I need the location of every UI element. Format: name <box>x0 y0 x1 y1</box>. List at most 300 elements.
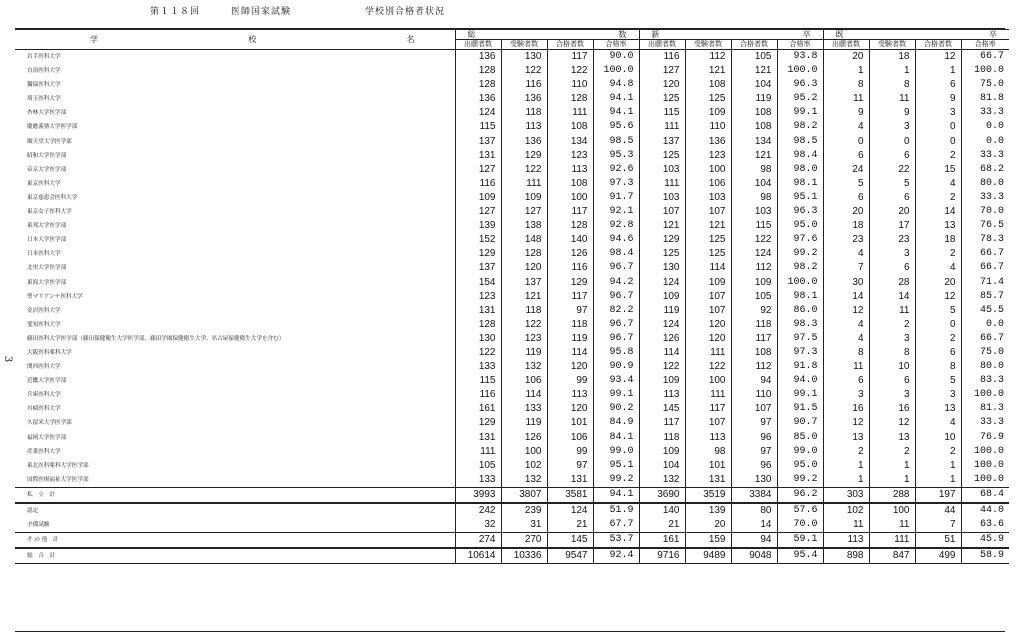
count-cell: 4 <box>915 261 961 275</box>
count-cell: 4 <box>915 177 961 191</box>
pass-rate-cell: 98.2 <box>777 120 823 134</box>
count-cell: 108 <box>731 120 777 134</box>
count-cell: 102 <box>501 459 547 473</box>
table-row <box>15 533 1009 549</box>
column-header: 出願者数 <box>455 40 501 50</box>
count-cell: 17 <box>869 219 915 233</box>
count-cell: 117 <box>547 50 593 65</box>
count-cell: 80 <box>731 503 777 518</box>
count-cell: 107 <box>639 205 685 219</box>
count-cell: 100 <box>685 163 731 177</box>
pass-rate-cell: 97.6 <box>777 233 823 247</box>
count-cell: 128 <box>547 92 593 106</box>
count-cell: 120 <box>547 360 593 374</box>
count-cell: 117 <box>639 416 685 430</box>
count-cell: 115 <box>455 120 501 134</box>
pass-rate-cell: 100.0 <box>593 64 639 78</box>
count-cell: 145 <box>639 402 685 416</box>
count-cell: 2 <box>869 318 915 332</box>
count-cell: 140 <box>639 503 685 518</box>
pass-rate-cell: 66.7 <box>961 261 1009 275</box>
count-cell: 97 <box>731 445 777 459</box>
count-cell: 2 <box>915 247 961 261</box>
pass-rate-cell: 97.3 <box>593 177 639 191</box>
count-cell: 113 <box>547 163 593 177</box>
count-cell: 117 <box>547 290 593 304</box>
pass-rate-cell: 94.1 <box>593 106 639 120</box>
table-row <box>15 191 1009 205</box>
count-cell: 137 <box>455 135 501 149</box>
count-cell: 113 <box>685 431 731 445</box>
pass-rate-cell: 100.0 <box>961 459 1009 473</box>
count-cell: 122 <box>501 64 547 78</box>
count-cell: 109 <box>685 106 731 120</box>
count-cell: 125 <box>639 149 685 163</box>
pass-rate-cell: 98.2 <box>777 261 823 275</box>
pass-rate-cell: 96.7 <box>593 332 639 346</box>
pass-rate-cell: 90.9 <box>593 360 639 374</box>
school-name: 昭和大学医学部 <box>27 152 67 159</box>
count-cell: 118 <box>501 304 547 318</box>
count-cell: 132 <box>639 473 685 488</box>
school-name: 自治医科大学 <box>27 68 61 75</box>
count-cell: 128 <box>455 318 501 332</box>
pass-rate-cell: 98.4 <box>777 149 823 163</box>
count-cell: 124 <box>639 276 685 290</box>
count-cell: 134 <box>547 135 593 149</box>
count-cell: 44 <box>915 503 961 518</box>
pass-rate-cell: 99.0 <box>777 445 823 459</box>
school-name: 獨協医科大学 <box>27 82 61 89</box>
count-cell: 123 <box>501 332 547 346</box>
table-row <box>15 360 1009 374</box>
column-header: 出願者数 <box>823 40 869 50</box>
school-column-header: 学 校 名 <box>15 30 455 50</box>
count-cell: 125 <box>685 92 731 106</box>
count-cell: 1 <box>823 473 869 488</box>
count-cell: 106 <box>547 431 593 445</box>
count-cell: 11 <box>823 518 869 533</box>
count-cell: 97 <box>547 459 593 473</box>
pass-rate-cell: 93.8 <box>777 50 823 65</box>
pass-rate-cell: 80.0 <box>961 360 1009 374</box>
count-cell: 111 <box>501 177 547 191</box>
pass-rate-cell: 96.7 <box>593 290 639 304</box>
count-cell: 107 <box>685 290 731 304</box>
pass-rate-cell: 80.0 <box>961 177 1009 191</box>
count-cell: 11 <box>823 360 869 374</box>
table-row <box>15 135 1009 149</box>
count-cell: 101 <box>547 416 593 430</box>
column-header: 合格者数 <box>547 40 593 50</box>
count-cell: 120 <box>501 261 547 275</box>
count-cell: 112 <box>731 261 777 275</box>
count-cell: 100 <box>501 445 547 459</box>
count-cell: 127 <box>501 205 547 219</box>
count-cell: 239 <box>501 503 547 518</box>
count-cell: 24 <box>823 163 869 177</box>
count-cell: 3 <box>869 388 915 402</box>
pass-rate-cell: 85.7 <box>961 290 1009 304</box>
count-cell: 0 <box>915 135 961 149</box>
count-cell: 161 <box>455 402 501 416</box>
pass-rate-cell: 96.2 <box>777 487 823 503</box>
count-cell: 103 <box>685 191 731 205</box>
table-row <box>15 445 1009 459</box>
count-cell: 114 <box>639 346 685 360</box>
pass-rate-cell: 83.3 <box>961 374 1009 388</box>
count-cell: 9 <box>869 106 915 120</box>
pass-rate-cell: 95.6 <box>593 120 639 134</box>
table-row <box>15 374 1009 388</box>
count-cell: 6 <box>869 149 915 163</box>
count-cell: 3519 <box>685 487 731 503</box>
count-cell: 4 <box>823 318 869 332</box>
school-name: そ の 他 計 <box>15 533 455 549</box>
count-cell: 4 <box>823 247 869 261</box>
count-cell: 121 <box>731 149 777 163</box>
count-cell: 109 <box>455 191 501 205</box>
count-cell: 104 <box>639 459 685 473</box>
pass-rate-cell: 95.0 <box>777 459 823 473</box>
count-cell: 2 <box>915 191 961 205</box>
pass-rate-cell: 100.0 <box>961 473 1009 488</box>
pass-rate-cell: 98.5 <box>777 135 823 149</box>
count-cell: 20 <box>823 50 869 65</box>
count-cell: 6 <box>823 191 869 205</box>
count-cell: 99 <box>547 445 593 459</box>
count-cell: 108 <box>547 177 593 191</box>
count-cell: 137 <box>639 135 685 149</box>
count-cell: 126 <box>547 247 593 261</box>
count-cell: 116 <box>547 261 593 275</box>
pass-rate-cell: 70.0 <box>961 205 1009 219</box>
count-cell: 99 <box>547 374 593 388</box>
pass-rate-cell: 97.5 <box>777 332 823 346</box>
count-cell: 131 <box>455 304 501 318</box>
column-header: 合格率 <box>961 40 1009 50</box>
count-cell: 10 <box>915 431 961 445</box>
pass-rate-cell: 99.1 <box>777 388 823 402</box>
count-cell: 118 <box>501 106 547 120</box>
count-cell: 98 <box>731 191 777 205</box>
count-cell: 129 <box>455 416 501 430</box>
pass-rate-cell: 100.0 <box>961 64 1009 78</box>
count-cell: 116 <box>455 388 501 402</box>
count-cell: 136 <box>501 135 547 149</box>
pass-rate-cell: 98.0 <box>777 163 823 177</box>
count-cell: 3 <box>869 332 915 346</box>
count-cell: 110 <box>731 388 777 402</box>
table-row <box>15 120 1009 134</box>
school-name: 私 立 計 <box>15 487 455 503</box>
table-row <box>15 50 1009 65</box>
count-cell: 3 <box>823 388 869 402</box>
count-cell: 125 <box>639 247 685 261</box>
count-cell: 121 <box>685 64 731 78</box>
pass-rate-cell: 90.2 <box>593 402 639 416</box>
count-cell: 96 <box>731 459 777 473</box>
count-cell: 117 <box>685 402 731 416</box>
count-cell: 105 <box>455 459 501 473</box>
pass-rate-cell: 96.7 <box>593 318 639 332</box>
count-cell: 122 <box>639 360 685 374</box>
count-cell: 104 <box>731 78 777 92</box>
pass-rate-cell: 92.1 <box>593 205 639 219</box>
count-cell: 11 <box>869 92 915 106</box>
school-name: 日本大学医学部 <box>27 237 67 244</box>
count-cell: 101 <box>685 459 731 473</box>
table-row <box>15 106 1009 120</box>
count-cell: 122 <box>685 360 731 374</box>
school-name: 藤田医科大学医学部（藤田保健衛生大学医学部、藤田学園保健衛生大学、名古屋保健衛生大学を含む） <box>27 335 285 342</box>
count-cell: 115 <box>731 219 777 233</box>
count-cell: 11 <box>823 92 869 106</box>
count-cell: 107 <box>685 416 731 430</box>
count-cell: 111 <box>639 120 685 134</box>
pass-rate-cell: 59.1 <box>777 533 823 549</box>
count-cell: 111 <box>547 106 593 120</box>
column-header: 出願者数 <box>639 40 685 50</box>
count-cell: 3 <box>915 106 961 120</box>
count-cell: 23 <box>869 233 915 247</box>
pass-rate-cell: 100.0 <box>777 276 823 290</box>
count-cell: 103 <box>639 191 685 205</box>
count-cell: 105 <box>731 50 777 65</box>
count-cell: 30 <box>823 276 869 290</box>
count-cell: 133 <box>501 402 547 416</box>
count-cell: 1 <box>869 64 915 78</box>
count-cell: 6 <box>915 78 961 92</box>
count-cell: 119 <box>731 92 777 106</box>
count-cell: 10614 <box>455 548 501 564</box>
pass-rate-cell: 57.6 <box>777 503 823 518</box>
count-cell: 106 <box>685 177 731 191</box>
group-header-old: 既 卒 <box>823 30 1009 40</box>
count-cell: 107 <box>685 205 731 219</box>
count-cell: 112 <box>731 360 777 374</box>
count-cell: 110 <box>547 78 593 92</box>
count-cell: 109 <box>639 290 685 304</box>
pass-rate-cell: 44.0 <box>961 503 1009 518</box>
count-cell: 120 <box>547 402 593 416</box>
count-cell: 107 <box>685 304 731 318</box>
count-cell: 13 <box>869 431 915 445</box>
count-cell: 31 <box>501 518 547 533</box>
count-cell: 3384 <box>731 487 777 503</box>
count-cell: 18 <box>915 233 961 247</box>
count-cell: 120 <box>639 78 685 92</box>
table-row <box>15 92 1009 106</box>
count-cell: 109 <box>731 276 777 290</box>
table-row <box>15 388 1009 402</box>
table-row <box>15 64 1009 78</box>
count-cell: 111 <box>685 388 731 402</box>
column-header: 合格率 <box>777 40 823 50</box>
count-cell: 9 <box>823 106 869 120</box>
pass-rate-cell: 53.7 <box>593 533 639 549</box>
school-name: 久留米大学医学部 <box>27 420 72 427</box>
table-row <box>15 177 1009 191</box>
count-cell: 111 <box>869 533 915 549</box>
school-name: 順天堂大学医学部 <box>27 138 72 145</box>
count-cell: 20 <box>869 205 915 219</box>
school-name: 日本医科大学 <box>27 251 61 258</box>
count-cell: 12 <box>823 416 869 430</box>
count-cell: 122 <box>547 64 593 78</box>
count-cell: 6 <box>823 149 869 163</box>
count-cell: 133 <box>455 473 501 488</box>
count-cell: 98 <box>731 163 777 177</box>
count-cell: 1 <box>915 64 961 78</box>
school-name: 東海大学医学部 <box>27 279 67 286</box>
count-cell: 10 <box>869 360 915 374</box>
count-cell: 22 <box>869 163 915 177</box>
count-cell: 0 <box>915 120 961 134</box>
count-cell: 124 <box>731 247 777 261</box>
count-cell: 140 <box>547 233 593 247</box>
count-cell: 116 <box>501 78 547 92</box>
count-cell: 131 <box>455 149 501 163</box>
count-cell: 111 <box>685 346 731 360</box>
column-header: 合格者数 <box>731 40 777 50</box>
school-name: 認定 <box>27 508 39 514</box>
pass-rate-cell: 99.0 <box>593 445 639 459</box>
count-cell: 8 <box>823 78 869 92</box>
count-cell: 9489 <box>685 548 731 564</box>
count-cell: 4 <box>823 332 869 346</box>
count-cell: 6 <box>823 374 869 388</box>
pass-rate-cell: 94.2 <box>593 276 639 290</box>
school-name: 東京慈恵会医科大学 <box>27 194 78 201</box>
school-name: 総 合 計 <box>15 548 455 564</box>
school-name: 関西医科大学 <box>27 364 61 371</box>
table-row <box>15 503 1009 518</box>
count-cell: 120 <box>685 318 731 332</box>
school-name: 埼玉医科大学 <box>27 96 61 103</box>
count-cell: 137 <box>455 261 501 275</box>
count-cell: 136 <box>501 92 547 106</box>
column-header: 受験者数 <box>501 40 547 50</box>
count-cell: 114 <box>501 388 547 402</box>
count-cell: 0 <box>823 135 869 149</box>
count-cell: 109 <box>501 191 547 205</box>
pass-rate-cell: 98.1 <box>777 177 823 191</box>
count-cell: 116 <box>639 50 685 65</box>
count-cell: 127 <box>639 64 685 78</box>
count-cell: 111 <box>639 177 685 191</box>
pass-rate-cell: 98.5 <box>593 135 639 149</box>
count-cell: 12 <box>823 304 869 318</box>
bottom-rule <box>15 631 1005 632</box>
count-cell: 118 <box>639 431 685 445</box>
pass-rate-cell: 95.3 <box>593 149 639 163</box>
count-cell: 100 <box>869 503 915 518</box>
count-cell: 116 <box>455 177 501 191</box>
count-cell: 3690 <box>639 487 685 503</box>
pass-rate-cell: 94.0 <box>777 374 823 388</box>
pass-rate-cell: 94.8 <box>593 78 639 92</box>
count-cell: 136 <box>455 50 501 65</box>
count-cell: 102 <box>823 503 869 518</box>
count-cell: 10336 <box>501 548 547 564</box>
pass-rate-cell: 68.4 <box>961 487 1009 503</box>
pass-rate-cell: 51.9 <box>593 503 639 518</box>
school-name: 愛知医科大学 <box>27 321 61 328</box>
count-cell: 3 <box>869 120 915 134</box>
count-cell: 127 <box>455 205 501 219</box>
count-cell: 32 <box>455 518 501 533</box>
count-cell: 139 <box>455 219 501 233</box>
count-cell: 9048 <box>731 548 777 564</box>
count-cell: 128 <box>547 219 593 233</box>
pass-rate-cell: 95.0 <box>777 219 823 233</box>
school-name: 産業医科大学 <box>27 448 61 455</box>
count-cell: 114 <box>547 346 593 360</box>
pass-rate-cell: 71.4 <box>961 276 1009 290</box>
count-cell: 118 <box>731 318 777 332</box>
pass-rate-cell: 98.3 <box>777 318 823 332</box>
count-cell: 5 <box>823 177 869 191</box>
count-cell: 107 <box>731 402 777 416</box>
count-cell: 6 <box>869 191 915 205</box>
school-name: 帝京大学医学部 <box>27 166 67 173</box>
school-name: 杏林大学医学部 <box>27 110 67 117</box>
pass-rate-cell: 76.9 <box>961 431 1009 445</box>
school-name: 東京医科大学 <box>27 180 61 187</box>
school-name: 兵庫医科大学 <box>27 392 61 399</box>
pass-rate-cell: 85.0 <box>777 431 823 445</box>
count-cell: 5 <box>869 177 915 191</box>
pass-rate-cell: 67.7 <box>593 518 639 533</box>
school-name: 聖マリアンナ医科大学 <box>27 293 83 300</box>
table-row <box>15 276 1009 290</box>
count-cell: 119 <box>501 346 547 360</box>
count-cell: 117 <box>731 332 777 346</box>
count-cell: 2 <box>915 149 961 163</box>
pass-rate-cell: 99.1 <box>593 388 639 402</box>
pass-rate-cell: 90.0 <box>593 50 639 65</box>
count-cell: 113 <box>547 388 593 402</box>
count-cell: 130 <box>501 50 547 65</box>
table-body <box>15 50 1009 564</box>
count-cell: 3 <box>915 388 961 402</box>
count-cell: 113 <box>823 533 869 549</box>
pass-rate-cell: 91.7 <box>593 191 639 205</box>
count-cell: 11 <box>869 518 915 533</box>
table-row <box>15 416 1009 430</box>
count-cell: 122 <box>731 233 777 247</box>
table-row <box>15 548 1009 564</box>
count-cell: 103 <box>731 205 777 219</box>
page-subtitle: 学校別合格者状況 <box>365 7 446 17</box>
count-cell: 120 <box>685 332 731 346</box>
table-row <box>15 431 1009 445</box>
count-cell: 139 <box>685 503 731 518</box>
count-cell: 2 <box>915 332 961 346</box>
count-cell: 129 <box>547 276 593 290</box>
pass-rate-cell: 91.8 <box>777 360 823 374</box>
table-row <box>15 332 1009 346</box>
count-cell: 9547 <box>547 548 593 564</box>
count-cell: 117 <box>547 205 593 219</box>
pass-rate-cell: 100.0 <box>961 445 1009 459</box>
count-cell: 104 <box>731 177 777 191</box>
count-cell: 126 <box>639 332 685 346</box>
count-cell: 96 <box>731 431 777 445</box>
count-cell: 130 <box>455 332 501 346</box>
count-cell: 12 <box>915 290 961 304</box>
